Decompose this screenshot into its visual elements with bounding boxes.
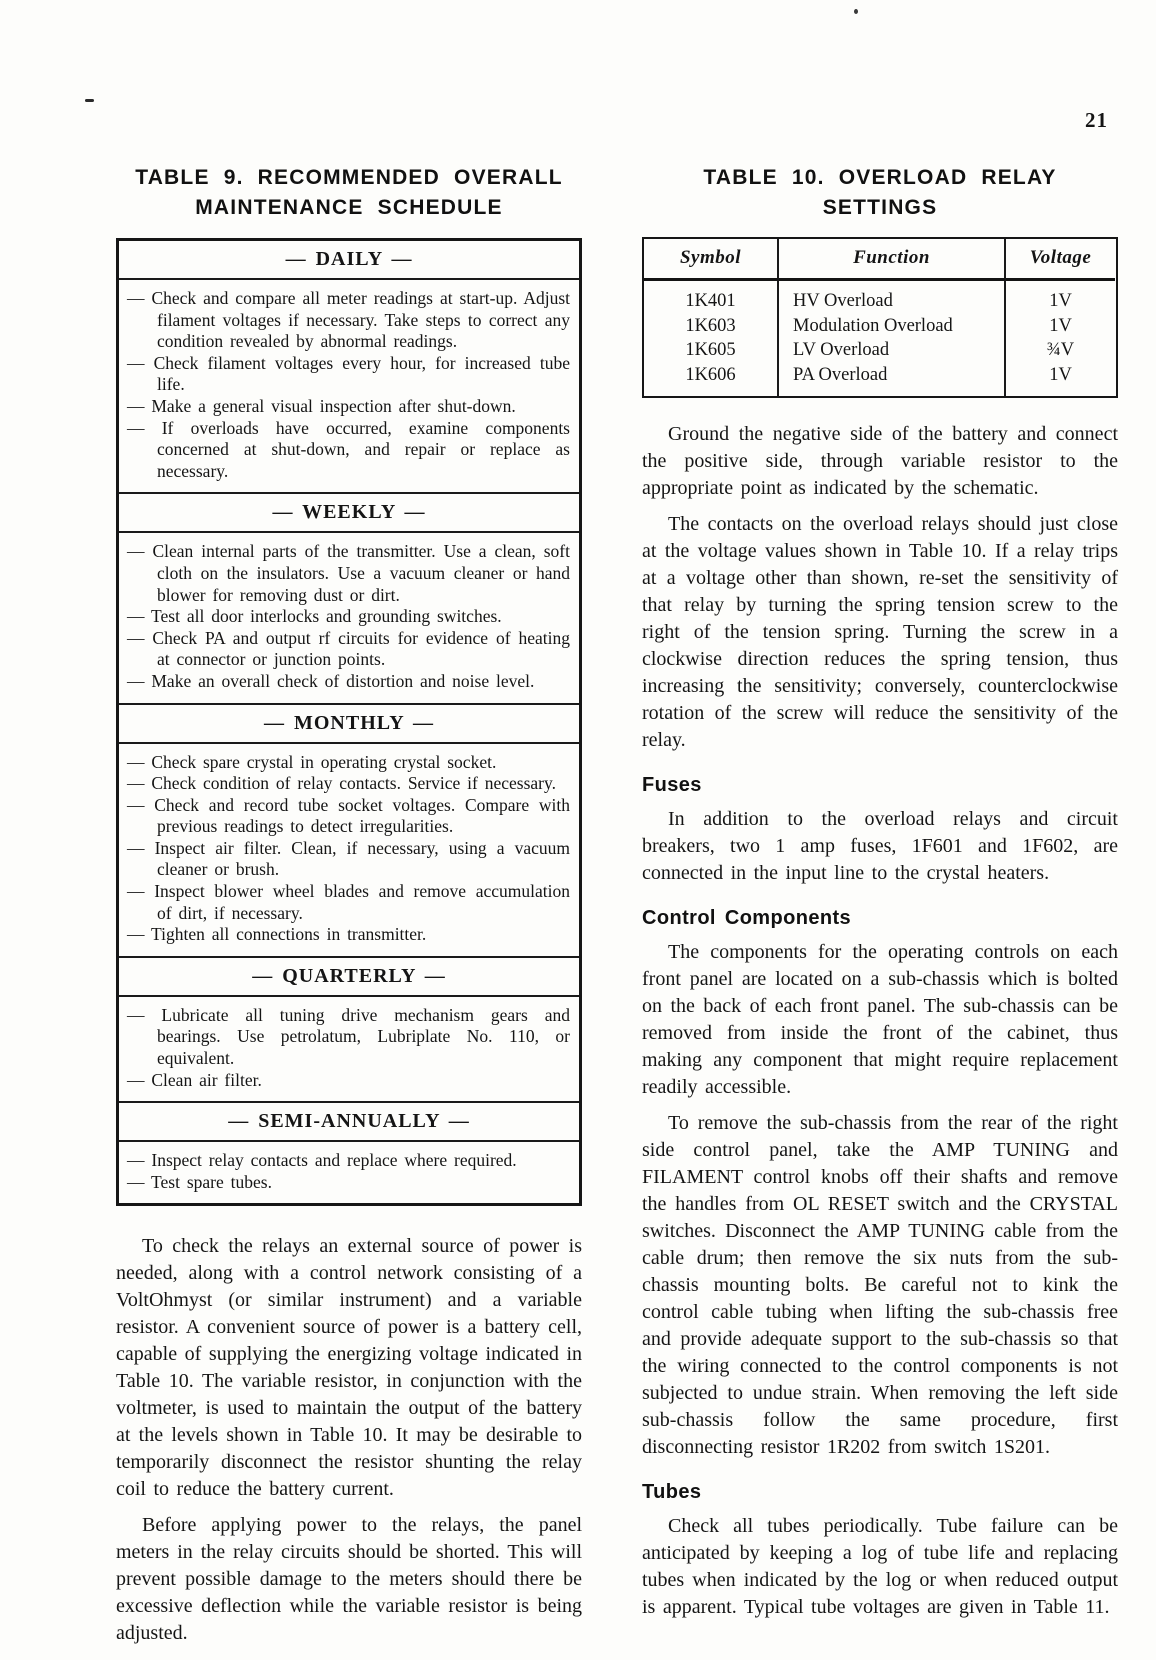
table10-col-header-function: Function: [779, 239, 1006, 281]
scan-artifact: [85, 99, 94, 102]
table10-col-header-voltage: Voltage: [1006, 239, 1115, 281]
maintenance-item: — Lubricate all tuning drive mechanism gears and bearings. Use petrolatum, Lubriplate No. 110, or equivalent.: [127, 1004, 570, 1069]
body-paragraph: In addition to the overload relays and circuit breakers, two 1 amp fuses, 1F601 and 1F602, are connected in the input line to the crystal heaters.: [642, 808, 1118, 884]
maintenance-item: — Clean air filter.: [127, 1069, 262, 1090]
maintenance-item: — Check condition of relay contacts. Service if necessary.: [127, 773, 556, 794]
section-heading-fuses: Fuses: [642, 774, 702, 796]
left-column: [116, 163, 582, 1647]
table9-title-line1: TABLE 9. RECOMMENDED OVERALL: [135, 166, 563, 189]
table10-cell-symbol: 1K401: [644, 281, 779, 314]
table10-cell-voltage: 1V: [1049, 315, 1072, 336]
maintenance-item: — Check spare crystal in operating crystal socket.: [127, 751, 497, 772]
table10-cell-symbol: 1K605: [644, 338, 779, 363]
maintenance-item: — Test spare tubes.: [127, 1171, 272, 1192]
maintenance-item: — Check PA and output rf circuits for evidence of heating at connector or junction points.: [127, 627, 570, 670]
table9-section-header-semiannually: — SEMI-ANNUALLY —: [119, 1103, 579, 1142]
maintenance-item: — Inspect relay contacts and replace where required.: [127, 1150, 517, 1171]
maintenance-item: — Clean internal parts of the transmitter. Use a clean, soft cloth on the insulators. Use a vacuum cleaner or hand blower for removing dust or dirt.: [127, 541, 570, 605]
table10-cell-function: Modulation Overload: [779, 314, 1006, 339]
maintenance-item: — Test all door interlocks and grounding switches.: [127, 606, 502, 627]
body-paragraph: The components for the operating controls on each front panel are located on a sub-chassis which is bolted on the back of each front panel. The sub-chassis can be removed from inside the front of the cabinet, thus making any component that might require replacement readily accessible.: [642, 941, 1118, 1098]
table10-cell-symbol: 1K606: [644, 363, 779, 397]
table10-title: TABLE 10. OVERLOAD RELAY SETTINGS: [703, 166, 1057, 219]
body-paragraph: To remove the sub-chassis from the rear of the right side control panel, take the AMP TUNING and FILAMENT control knobs off their shafts and remove the handles from OL RESET switch and the CRYSTAL switches. Disconnect the AMP TUNING cable from the cable drum; then remove the six nuts from the sub-chassis mounting bolts. Be careful not to kink the control cable tubing when lifting the sub-chassis free and provide adequate support to the sub-chassis so that the wiring connected to the control components is not subjected to undue strain. When removing the left side sub-chassis follow the same procedure, first disconnecting resistor 1R202 from switch 1S201.: [642, 1112, 1118, 1458]
table9-section-quarterly: [119, 997, 579, 1103]
page-number: 21: [1085, 108, 1108, 132]
body-paragraph: The contacts on the overload relays should just close at the voltage values shown in Table 10. If a relay trips at a voltage other than shown, re-set the sensitivity of that relay by turning the spring tension screw to the right of the tension spring. Turning the screw in a clockwise direction reduces the spring tension, thus increasing the sensitivity; conversely, counterclockwise rotation of the screw will reduce the sensitivity of the relay.: [642, 513, 1118, 751]
table9-section-monthly: [119, 744, 579, 958]
table9: [116, 238, 582, 1206]
maintenance-item: — Make an overall check of distortion and noise level.: [127, 670, 535, 691]
scan-artifact: [854, 9, 858, 14]
table9-section-header-quarterly: — QUARTERLY —: [119, 958, 579, 997]
table10-cell-voltage: ¾V: [1046, 340, 1075, 360]
maintenance-item: — Check filament voltages every hour, for increased tube life.: [127, 352, 570, 395]
table9-section-header-weekly: — WEEKLY —: [119, 494, 579, 533]
table10-cell-symbol: 1K603: [644, 314, 779, 339]
maintenance-item: — Inspect air filter. Clean, if necessary, using a vacuum cleaner or brush.: [127, 837, 570, 880]
maintenance-item: — Make a general visual inspection after shut-down.: [127, 395, 516, 416]
maintenance-item: — Inspect blower wheel blades and remove accumulation of dirt, if necessary.: [127, 881, 570, 923]
maintenance-item: — Tighten all connections in transmitter.: [127, 924, 427, 945]
table9-section-header-monthly: — MONTHLY —: [119, 705, 579, 744]
body-paragraph: Before applying power to the relays, the panel meters in the relay circuits should be shorted. This will prevent possible damage to the meters should there be excessive deflection while the variable resistor is being adjusted.: [116, 1514, 582, 1645]
table10: [642, 237, 1118, 398]
body-paragraph: Ground the negative side of the battery and connect the positive side, through variable resistor to the appropriate point as indicated by the schematic.: [642, 423, 1118, 499]
right-column: [642, 163, 1118, 1621]
section-heading-tubes: Tubes: [642, 1481, 702, 1503]
table10-col-header-symbol: Symbol: [644, 239, 779, 281]
table10-cell-voltage: 1V: [1049, 291, 1072, 311]
table10-cell-function: LV Overload: [779, 338, 1006, 363]
table9-section-daily: [119, 280, 579, 494]
body-paragraph: To check the relays an external source of power is needed, along with a control network consisting of a VoltOhmyst (or similar instrument) and a variable resistor. A convenient source of power is a battery cell, capable of supplying the energizing voltage indicated in Table 10. The variable resistor, in conjunction with the voltmeter, is used to maintain the output of the battery at the levels shown in Table 10. It may be desirable to temporarily disconnect the resistor shunting the relay coil to reduce the battery current.: [116, 1235, 582, 1501]
section-heading-control-components: Control Components: [642, 907, 852, 929]
table10-cell-function: PA Overload: [779, 363, 1006, 397]
body-paragraph: Check all tubes periodically. Tube failure can be anticipated by keeping a log of tube life and replacing tubes when indicated by the log or when reduced output is apparent. Typical tube voltages are given in Table 11.: [642, 1515, 1118, 1618]
table9-section-weekly: [119, 533, 579, 704]
table9-title-line2: MAINTENANCE SCHEDULE: [195, 196, 503, 219]
table10-cell-voltage: 1V: [1049, 364, 1072, 385]
maintenance-item: — Check and record tube socket voltages. Compare with previous readings to detect irregularities.: [127, 794, 570, 837]
table10-cell-function: HV Overload: [779, 281, 1006, 314]
table9-section-semiannually: [119, 1142, 579, 1203]
table9-section-header-daily: — DAILY —: [119, 241, 579, 280]
maintenance-item: — If overloads have occurred, examine components concerned at shut-down, and repair or replace as necessary.: [127, 417, 570, 481]
table9-title: [116, 163, 582, 223]
maintenance-item: — Check and compare all meter readings at start-up. Adjust filament voltages if necessary. Take steps to correct any condition revealed by abnormal readings.: [127, 288, 570, 352]
